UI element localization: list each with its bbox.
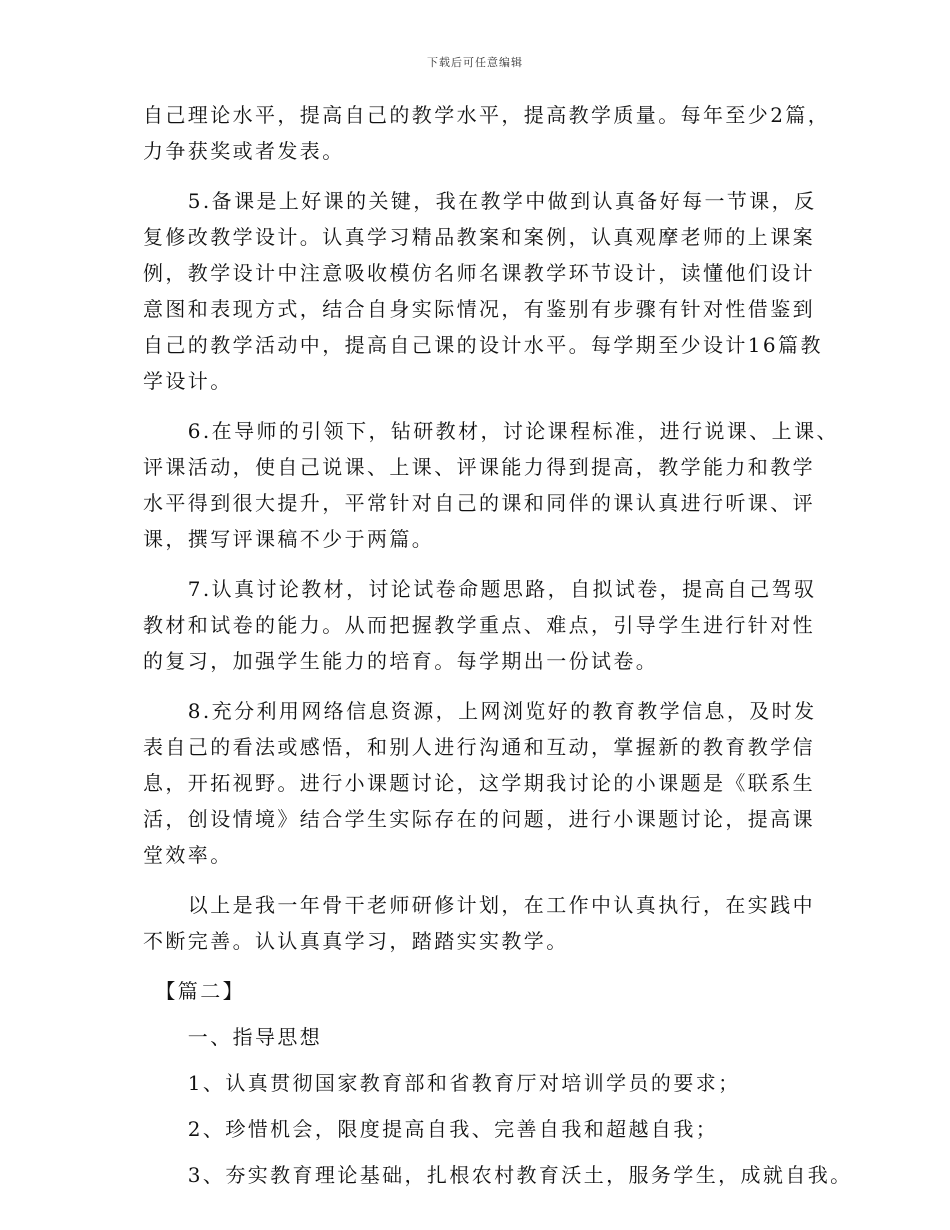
text-line: 以上是我一年骨干老师研修计划，在工作中认真执行，在实践中 <box>143 893 815 917</box>
list-item: 2、珍惜机会，限度提高自我、完善自我和超越自我； <box>143 1117 719 1141</box>
list-item: 1、认真贯彻国家教育部和省教育厅对培训学员的要求； <box>143 1071 741 1095</box>
text-line: 不断完善。认认真真学习，踏踏实实教学。 <box>143 929 569 953</box>
text-line: 自己理论水平，提高自己的教学水平，提高教学质量。每年至少2篇， <box>143 103 831 127</box>
text-line: 活，创设情境》结合学生实际存在的问题，进行小课题讨论，提高课 <box>143 807 815 831</box>
subsection-heading: 一、指导思想 <box>143 1025 323 1049</box>
text-line: 6.在导师的引领下，钻研教材，讨论课程标准，进行说课、上课、 <box>143 419 839 443</box>
text-line: 教材和试卷的能力。从而把握教学重点、难点，引导学生进行针对性 <box>143 613 815 637</box>
text-line: 水平得到很大提升，平常针对自己的课和同伴的课认真进行听课、评 <box>143 491 815 515</box>
text-line: 堂效率。 <box>143 843 233 867</box>
text-line: 表自己的看法或感悟，和别人进行沟通和互动，掌握新的教育教学信 <box>143 735 815 759</box>
text-line: 意图和表现方式，结合自身实际情况，有鉴别有步骤有针对性借鉴到 <box>143 297 815 321</box>
text-line: 息，开拓视野。进行小课题讨论，这学期我讨论的小课题是《联系生 <box>143 771 815 795</box>
text-line: 课，撰写评课稿不少于两篇。 <box>143 527 435 551</box>
text-line: 的复习，加强学生能力的培育。每学期出一份试卷。 <box>143 649 659 673</box>
text-line: 自己的教学活动中，提高自己课的设计水平。每学期至少设计16篇教 <box>143 333 823 357</box>
text-line: 例，教学设计中注意吸收模仿名师名课教学环节设计，读懂他们设计 <box>143 261 815 285</box>
page-header-note: 下载后可任意编辑 <box>427 56 523 69</box>
section-heading: 【篇二】 <box>143 979 245 1003</box>
text-line: 评课活动，使自己说课、上课、评课能力得到提高，教学能力和教学 <box>143 455 815 479</box>
text-line: 复修改教学设计。认真学习精品教案和案例，认真观摩老师的上课案 <box>143 225 815 249</box>
text-line: 7.认真讨论教材，讨论试卷命题思路，自拟试卷，提高自己驾驭 <box>143 577 817 601</box>
list-item: 3、夯实教育理论基础，扎根农村教育沃土，服务学生，成就自我。 <box>143 1163 853 1187</box>
text-line: 5.备课是上好课的关键，我在教学中做到认真备好每一节课，反 <box>143 189 817 213</box>
text-line: 学设计。 <box>143 369 233 393</box>
text-line: 8.充分利用网络信息资源，上网浏览好的教育教学信息，及时发 <box>143 699 817 723</box>
text-line: 力争获奖或者发表。 <box>143 139 345 163</box>
